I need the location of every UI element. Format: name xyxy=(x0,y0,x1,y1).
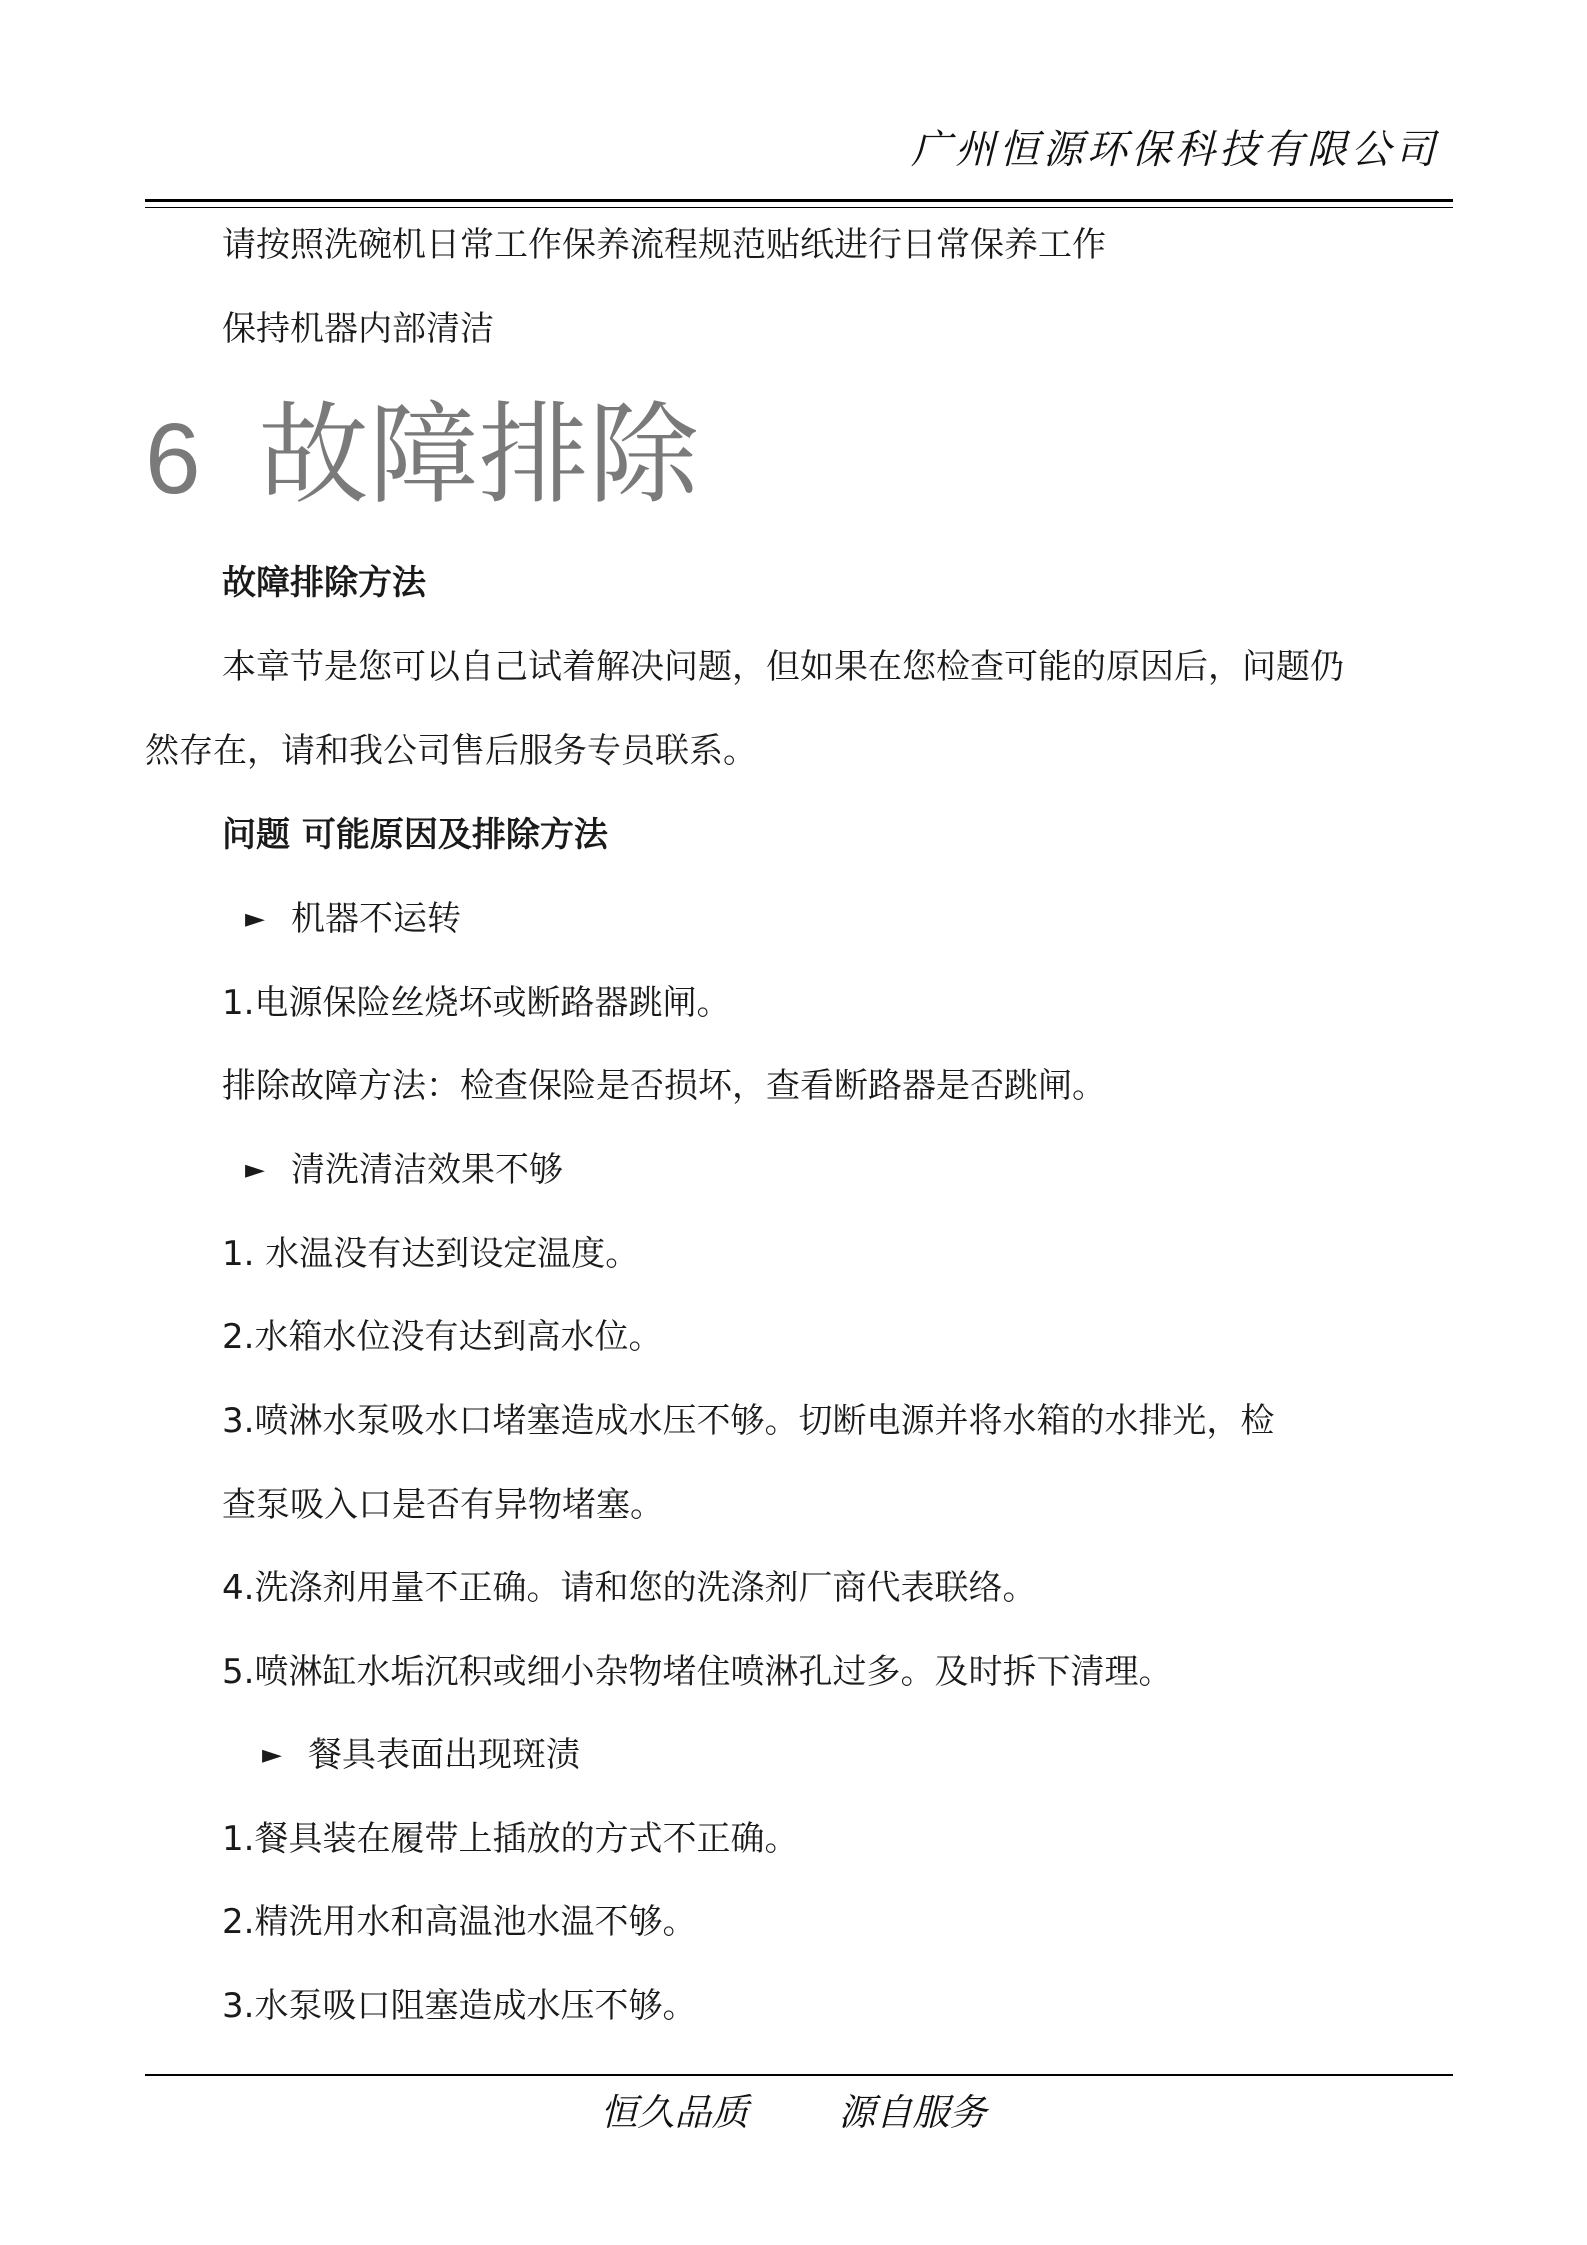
problem-title-text: 餐具表面出现斑渍 xyxy=(308,1735,580,1775)
list-item: 1. 水温没有达到设定温度。 xyxy=(222,1234,640,1274)
list-item: 查泵吸入口是否有异物堵塞。 xyxy=(222,1485,664,1525)
list-item: 1.餐具装在履带上插放的方式不正确。 xyxy=(222,1819,799,1859)
problem-title xyxy=(245,899,461,939)
intro-line-1: 请按照洗碗机日常工作保养流程规范贴纸进行日常保养工作 xyxy=(222,225,1106,265)
problem-title-text: 机器不运转 xyxy=(291,899,461,939)
list-item: 排除故障方法：检查保险是否损坏，查看断路器是否跳闸。 xyxy=(222,1066,1106,1106)
header-rule-thick xyxy=(145,199,1453,202)
list-item: 2.精洗用水和高温池水温不够。 xyxy=(222,1902,697,1942)
header-company-name: 广州恒源环保科技有限公司 xyxy=(911,127,1439,173)
list-item: 4.洗涤剂用量不正确。请和您的洗涤剂厂商代表联络。 xyxy=(222,1568,1037,1608)
header-rule-thin xyxy=(145,207,1453,208)
problem-title-text: 清洗清洁效果不够 xyxy=(291,1150,563,1190)
footer-slogan-right: 源自服务 xyxy=(838,2091,987,2134)
footer-slogan xyxy=(0,2082,1587,2136)
table-heading: 问题 可能原因及排除方法 xyxy=(222,815,608,855)
section-heading: 故障排除方法 xyxy=(222,563,426,603)
list-item: 1.电源保险丝烧坏或断路器跳闸。 xyxy=(222,983,731,1023)
list-item: 3.水泵吸口阻塞造成水压不够。 xyxy=(222,1986,697,2026)
chapter-number: 6 xyxy=(145,403,201,515)
triangle-bullet-icon: ► xyxy=(262,1740,282,1770)
list-item: 2.水箱水位没有达到高水位。 xyxy=(222,1317,663,1357)
footer-slogan-left: 恒久品质 xyxy=(600,2091,749,2134)
triangle-bullet-icon: ► xyxy=(245,1155,265,1185)
intro-paragraph-line-2: 然存在，请和我公司售后服务专员联系。 xyxy=(145,731,757,771)
chapter-title: 故障排除 xyxy=(258,391,699,519)
intro-line-2: 保持机器内部清洁 xyxy=(222,309,494,349)
footer-rule xyxy=(145,2074,1453,2076)
chapter-heading xyxy=(145,391,699,519)
list-item: 5.喷淋缸水垢沉积或细小杂物堵住喷淋孔过多。及时拆下清理。 xyxy=(222,1652,1173,1692)
problem-title xyxy=(262,1735,580,1775)
triangle-bullet-icon: ► xyxy=(245,904,265,934)
list-item: 3.喷淋水泵吸水口堵塞造成水压不够。切断电源并将水箱的水排光，检 xyxy=(222,1401,1275,1441)
intro-paragraph-line-1: 本章节是您可以自己试着解决问题，但如果在您检查可能的原因后，问题仍 xyxy=(222,647,1344,687)
problem-title xyxy=(245,1150,563,1190)
